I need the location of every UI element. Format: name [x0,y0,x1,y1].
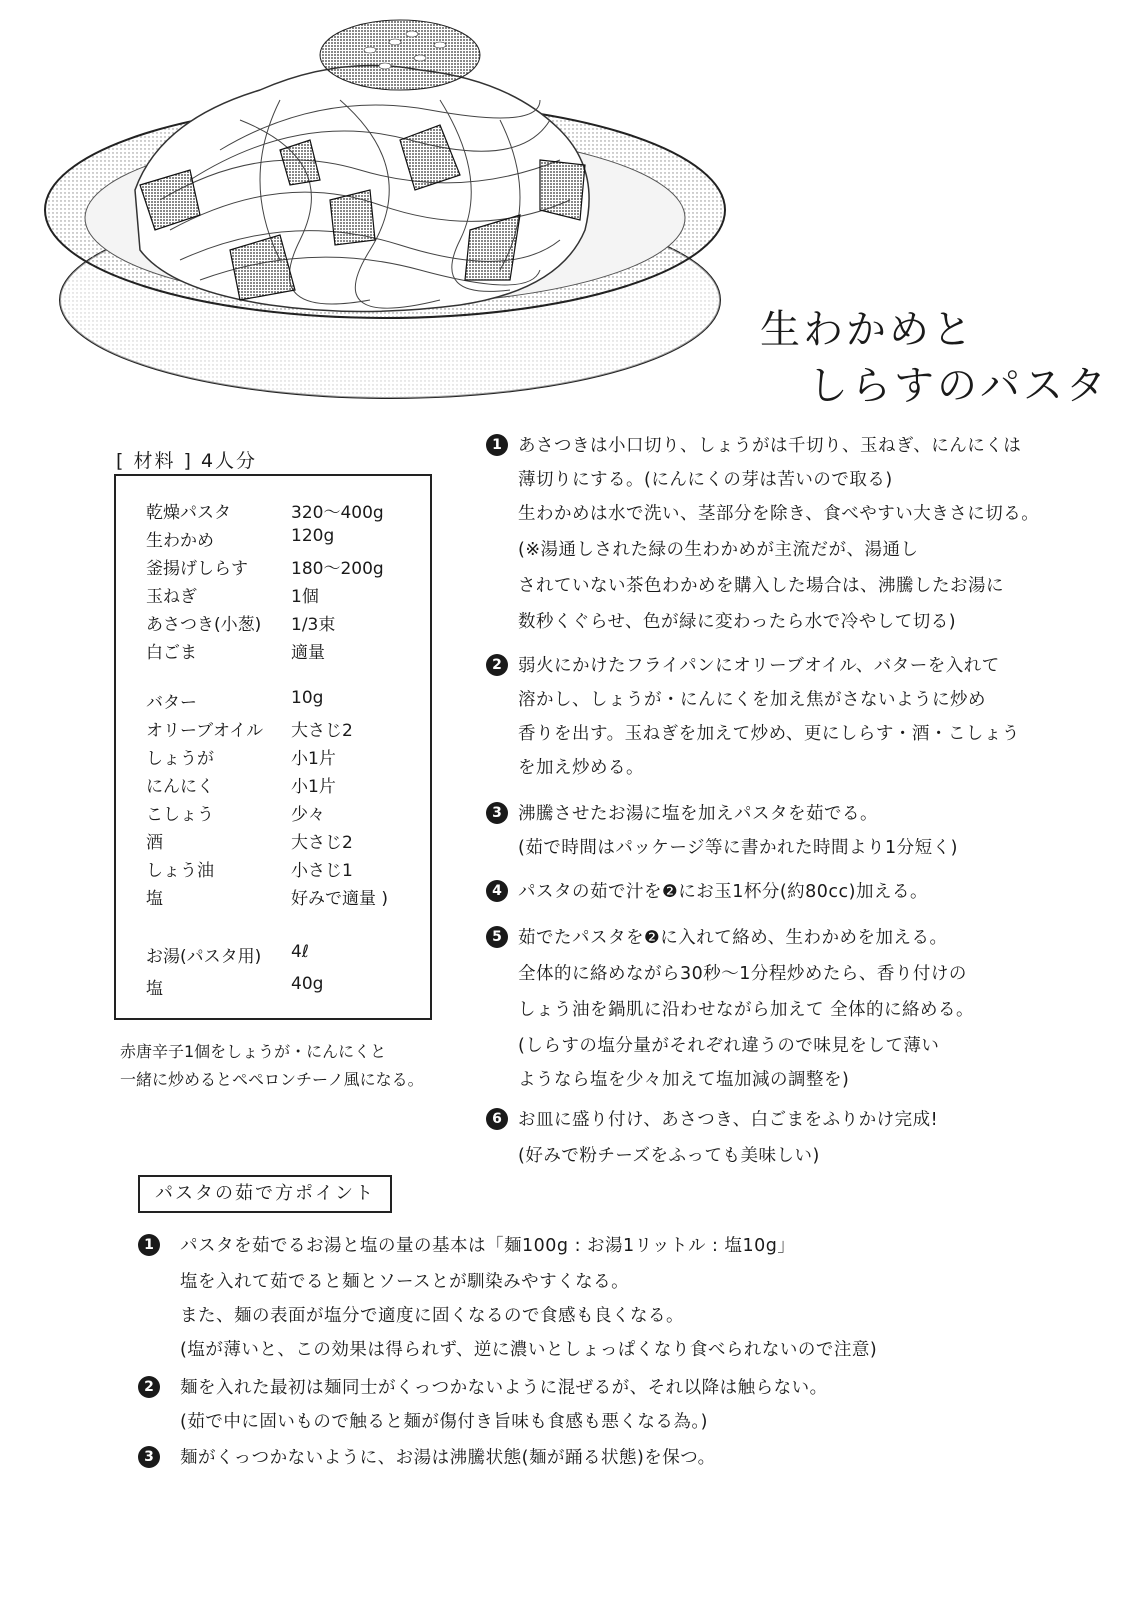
ingredient-qty: 大さじ2 [291,721,353,741]
step-number: 2 [486,654,508,676]
step-text: あさつきは小口切り、しょうがは千切り、玉ねぎ、にんにくは [518,436,1022,456]
pasta-plate-illustration [40,0,740,420]
ingredient-qty: 320～400g [291,503,384,523]
step-text: 茹でたパスタを❷に入れて絡め、生わかめを加える。 [518,928,948,948]
ingredient-name: しょう油 [146,861,214,881]
point-text: パスタを茹でるお湯と塩の量の基本は「麺100g : お湯1リットル : 塩10g」 [180,1236,796,1256]
point-text: 麺を入れた最初は麺同士がくっつかないように混ぜるが、それ以降は触らない。 [180,1378,828,1398]
ingredient-name: にんにく [146,777,214,797]
tip-note-line: 赤唐辛子1個をしょうが・にんにくと [120,1042,387,1061]
step-number: 1 [486,434,508,456]
step-text: を加え炒める。 [518,758,644,778]
ingredient-name: あさつき(小葱) [146,615,262,635]
step-text: 全体的に絡めながら30秒～1分程炒めたら、香り付けの [518,964,967,984]
ingredient-name: バター [146,693,197,713]
step-text: 生わかめは水で洗い、茎部分を除き、食べやすい大きさに切る。 [518,504,1040,524]
step-text: 沸騰させたお湯に塩を加えパスタを茹でる。 [518,804,878,824]
step-text: 溶かし、しょうが・にんにくを加え焦がさないように炒め [518,690,986,710]
ingredient-qty: 小1片 [291,777,336,797]
ingredient-qty: 4ℓ [291,942,309,962]
step-text: (茹で時間はパッケージ等に書かれた時間より1分短く) [518,838,958,858]
tip-note [120,1038,424,1094]
recipe-title-line1: 生わかめと [760,307,975,353]
step-text: 香りを出す。玉ねぎを加えて炒め、更にしらす・酒・こしょう [518,724,1020,744]
step-number: 5 [486,926,508,948]
point-text: (塩が薄いと、この効果は得られず、逆に濃いとしょっぱくなり食べられないので注意) [180,1340,878,1360]
step-text: (好みで粉チーズをふっても美味しい) [518,1146,820,1166]
ingredient-qty: 少々 [291,805,325,825]
step-text: 薄切りにする。(にんにくの芽は苦いので取る) [518,470,893,490]
ingredient-name: 乾燥パスタ [146,503,231,523]
step-text: (※湯通しされた緑の生わかめが主流だが、湯通し [518,540,919,560]
ingredient-qty: 180～200g [291,559,384,579]
ingredient-name: オリーブオイル [146,721,264,741]
ingredient-name: 玉ねぎ [146,587,197,607]
step-text: しょう油を鍋肌に沿わせながら加えて 全体的に絡める。 [518,1000,975,1020]
point-text: また、麺の表面が塩分で適度に固くなるので食感も良くなる。 [180,1306,684,1326]
ingredient-qty: 小1片 [291,749,336,769]
ingredient-name: 酒 [146,833,163,853]
ingredient-qty: 好みで適量 ) [291,889,389,909]
materials-header: [ 材料 ] 4人分 [116,450,258,472]
step-text: 数秒くぐらせ、色が緑に変わったら水で冷やして切る) [518,612,957,632]
recipe-title-line2: しらすのパスタ [808,363,1109,409]
ingredient-qty: 小さじ1 [291,861,353,881]
step-number: 3 [486,802,508,824]
ingredient-name: 白ごま [146,643,197,663]
ingredient-name: お湯(パスタ用) [146,947,262,967]
ingredient-qty: 10g [291,688,324,708]
point-number: 1 [138,1234,160,1256]
ingredient-qty: 1/3束 [291,615,336,635]
materials-box [114,474,432,1020]
ingredient-qty: 120g [291,526,335,546]
ingredient-name: しょうが [146,749,214,769]
ingredient-name: 塩 [146,889,163,909]
step-text: ようなら塩を少々加えて塩加減の調整を) [518,1070,850,1090]
ingredient-name: 釜揚げしらす [146,559,248,579]
points-header: パスタの茹で方ポイント [138,1175,392,1213]
tip-note-line: 一緒に炒めるとペペロンチーノ風になる。 [120,1070,424,1089]
point-text: 麺がくっつかないように、お湯は沸騰状態(麺が踊る状態)を保つ。 [180,1448,716,1468]
ingredient-name: こしょう [146,805,214,825]
point-number: 2 [138,1376,160,1398]
step-number: 4 [486,880,508,902]
step-text: パスタの茹で汁を❷にお玉1杯分(約80cc)加える。 [518,882,928,902]
step-text: 弱火にかけたフライパンにオリーブオイル、バターを入れて [518,656,1000,676]
ingredient-qty: 1個 [291,587,319,607]
point-number: 3 [138,1446,160,1468]
step-number: 6 [486,1108,508,1130]
step-text: (しらすの塩分量がそれぞれ違うので味見をして薄い [518,1036,940,1056]
step-text: お皿に盛り付け、あさつき、白ごまをふりかけ完成! [518,1110,939,1130]
ingredient-qty: 40g [291,974,324,994]
ingredient-qty: 適量 [291,643,325,663]
point-text: (茹で中に固いもので触ると麺が傷付き旨味も食感も悪くなる為。) [180,1412,708,1432]
ingredient-qty: 大さじ2 [291,833,353,853]
ingredient-name: 塩 [146,979,163,999]
point-text: 塩を入れて茹でると麺とソースとが馴染みやすくなる。 [180,1272,630,1292]
ingredient-name: 生わかめ [146,531,214,551]
step-text: されていない茶色わかめを購入した場合は、沸騰したお湯に [518,576,1004,596]
